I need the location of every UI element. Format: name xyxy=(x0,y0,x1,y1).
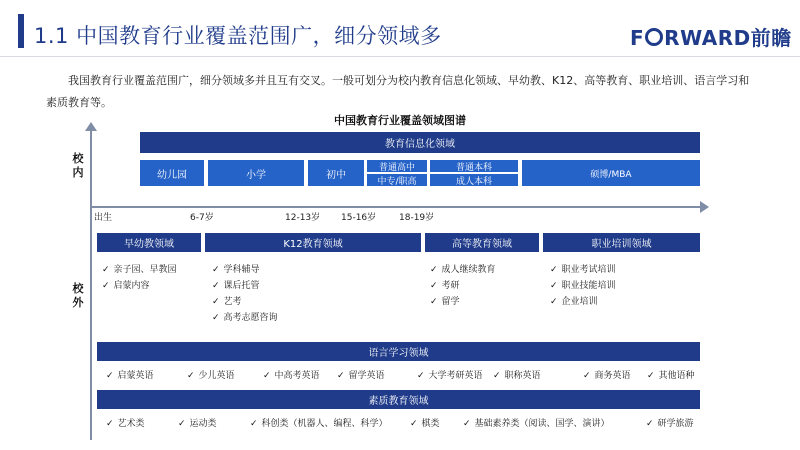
quality-item: ✓ 棋类 xyxy=(410,419,440,429)
list-item: ✓ 职业技能培训 xyxy=(550,281,616,291)
header-divider xyxy=(0,56,800,57)
stage-postgraduate: 硕博/MBA xyxy=(522,160,700,186)
check-icon: ✓ xyxy=(430,265,438,275)
language-item: ✓ 留学英语 xyxy=(337,371,385,381)
check-icon: ✓ xyxy=(212,313,220,323)
logo-rest: RWARD前瞻 xyxy=(664,26,792,50)
quality-item: ✓ 科创类（机器人、编程、科学） xyxy=(250,419,388,429)
inside-info-header: 教育信息化领域 xyxy=(140,132,700,153)
language-item: ✓ 商务英语 xyxy=(583,371,631,381)
list-item: ✓ 考研 xyxy=(430,281,460,291)
vertical-axis-arrow-icon xyxy=(85,122,97,131)
page-title: 1.1 中国教育行业覆盖范围广，细分领域多 xyxy=(34,24,442,48)
logo-ring-icon xyxy=(645,28,663,46)
label-inside-school: 校内 xyxy=(72,152,84,179)
vertical-axis xyxy=(90,128,92,440)
stage-middle: 初中 xyxy=(308,160,364,186)
early-edu-header: 早幼教领域 xyxy=(97,233,201,252)
stage-adult-undergraduate: 成人本科 xyxy=(430,174,518,186)
quality-item: ✓ 艺术类 xyxy=(106,419,145,429)
label-outside-school: 校外 xyxy=(72,282,84,309)
quality-header: 素质教育领域 xyxy=(97,390,700,409)
list-item: ✓ 高考志愿咨询 xyxy=(212,313,278,323)
intro-paragraph: 我国教育行业覆盖范围广，细分领域多并且互有交叉。一般可划分为校内教育信息化领域、早幼教、K12、高等教育、职业培训、语言学习和素质教育等。 xyxy=(46,74,750,109)
tick-birth: 出生 xyxy=(94,213,113,223)
age-axis-arrow-icon xyxy=(700,201,709,213)
check-icon: ✓ xyxy=(550,281,558,291)
language-item: ✓ 大学考研英语 xyxy=(417,371,483,381)
check-icon: ✓ xyxy=(430,281,438,291)
list-item: ✓ 启蒙内容 xyxy=(102,281,150,291)
list-item: ✓ 课后托管 xyxy=(212,281,260,291)
check-icon: ✓ xyxy=(102,281,110,291)
check-icon: ✓ xyxy=(212,297,220,307)
list-item: ✓ 职业考试培训 xyxy=(550,265,616,275)
quality-item: ✓ 基础素养类（阅读、国学、演讲） xyxy=(463,419,610,429)
stage-kindergarten: 幼儿园 xyxy=(140,160,204,186)
language-item: ✓ 中高考英语 xyxy=(263,371,320,381)
forward-logo xyxy=(630,22,792,51)
logo-letter: F xyxy=(630,26,645,50)
stage-high-school: 普通高中 xyxy=(367,160,427,172)
higher-edu-list xyxy=(430,262,496,310)
stage-vocational-school: 中专/职高 xyxy=(367,174,427,186)
language-header: 语言学习领域 xyxy=(97,342,700,361)
list-item: ✓ 企业培训 xyxy=(550,297,598,307)
tick-15-16: 15-16岁 xyxy=(341,213,377,223)
list-item: ✓ 留学 xyxy=(430,297,460,307)
tick-18-19: 18-19岁 xyxy=(399,213,435,223)
check-icon: ✓ xyxy=(212,281,220,291)
language-item: ✓ 职称英语 xyxy=(493,371,541,381)
quality-item: ✓ 运动类 xyxy=(178,419,217,429)
check-icon: ✓ xyxy=(430,297,438,307)
stage-undergraduate: 普通本科 xyxy=(430,160,518,172)
tick-6-7: 6-7岁 xyxy=(190,213,214,223)
check-icon: ✓ xyxy=(550,265,558,275)
language-item: ✓ 其他语种 xyxy=(647,371,695,381)
check-icon: ✓ xyxy=(550,297,558,307)
list-item: ✓ 成人继续教育 xyxy=(430,265,496,275)
stage-primary: 小学 xyxy=(208,160,304,186)
age-axis xyxy=(91,206,701,208)
k12-list xyxy=(212,262,278,326)
quality-item: ✓ 研学旅游 xyxy=(646,419,694,429)
vocational-list xyxy=(550,262,616,310)
higher-edu-header: 高等教育领域 xyxy=(425,233,539,252)
list-item: ✓ 学科辅导 xyxy=(212,265,260,275)
early-edu-list xyxy=(102,262,177,294)
check-icon: ✓ xyxy=(212,265,220,275)
check-icon: ✓ xyxy=(102,265,110,275)
tick-12-13: 12-13岁 xyxy=(285,213,321,223)
title-accent-bar xyxy=(18,14,24,48)
vocational-header: 职业培训领域 xyxy=(543,233,700,252)
k12-header: K12教育领域 xyxy=(205,233,421,252)
language-item: ✓ 启蒙英语 xyxy=(106,371,154,381)
list-item: ✓ 亲子园、早教园 xyxy=(102,265,177,275)
diagram-title: 中国教育行业覆盖领域图谱 xyxy=(334,114,466,127)
list-item: ✓ 艺考 xyxy=(212,297,242,307)
language-item: ✓ 少儿英语 xyxy=(187,371,235,381)
